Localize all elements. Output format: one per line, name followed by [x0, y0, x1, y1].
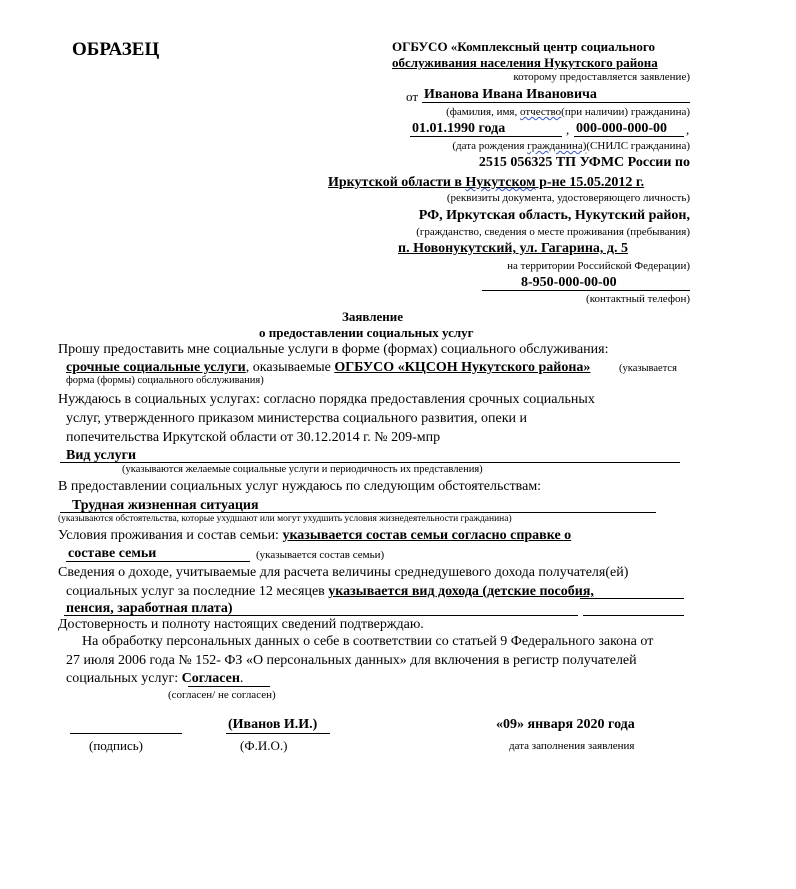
signature-line	[70, 733, 182, 734]
date-caption: дата заполнения заявления	[509, 740, 635, 752]
address-line-1: РФ, Иркутская область, Нукутский район,	[418, 208, 690, 223]
confirmation-text: Достоверность и полноту настоящих сведений подтверждаю.	[58, 617, 424, 632]
phone-caption: (контактный телефон)	[586, 293, 690, 305]
recipient-line-1: ОГБУСО «Комплексный центр социального	[392, 39, 655, 54]
service-form-note-b: форма (формы) социального обслуживания)	[66, 375, 264, 386]
need-text-line-3: попечительства Иркутской области от 30.12.2014 г. № 209-мпр	[66, 430, 441, 445]
consent-text-line-2: 27 июля 2006 года № 152- ФЗ «О персональных данных» для включения в регистр получателей	[66, 653, 637, 668]
service-form-note-a: (указывается	[619, 363, 677, 374]
need-text-line-2: услуг, утвержденного приказом министерства социального развития, опеки и	[66, 411, 527, 426]
recipient-caption: которому предоставляется заявление)	[513, 71, 690, 83]
address-caption-2: на территории Российской Федерации)	[507, 260, 690, 272]
consent-underline	[188, 686, 270, 687]
circumstance-caption: (указываются обстоятельства, которые ухудшают или могут ухудшить условия жизнедеятельности гражданина)	[58, 514, 512, 524]
income-underline-a	[580, 598, 684, 599]
birth-date-underline	[410, 136, 562, 137]
recipient-line-2: обслуживания населения Нукутского района	[392, 55, 658, 70]
birth-caption: (дата рождения гражданина)(СНИЛС гражданина)	[452, 140, 690, 152]
signer-fio: (Иванов И.И.)	[228, 717, 318, 732]
circumstance-value: Трудная жизненная ситуация	[72, 498, 259, 513]
services-caption: (указываются желаемые социальные услуги и периодичность их представления)	[122, 464, 483, 475]
application-date: «09» января 2020 года	[496, 717, 635, 732]
circumstance-underline	[60, 512, 656, 513]
id-doc-line-2: Иркутской области в Нукутском р-не 15.05.2012 г.	[328, 175, 645, 190]
fio-underline	[226, 733, 330, 734]
income-text-line-3: пенсия, заработная плата)	[66, 601, 233, 616]
circumstances-text: В предоставлении социальных услуг нуждаюсь по следующим обстоятельствам:	[58, 479, 542, 494]
from-prefix: от	[406, 89, 419, 104]
snils-underline	[574, 136, 684, 137]
birth-date: 01.01.1990 года	[412, 121, 506, 136]
service-form-line: срочные социальные услуги, оказываемые ОГБУСО «КЦСОН Нукутского района»	[66, 360, 591, 375]
income-text-line-1: Сведения о доходе, учитываемые для расчета величины среднедушевого дохода получателя(ей)	[58, 565, 629, 580]
address-caption: (гражданство, сведения о месте проживания (пребывания)	[416, 226, 690, 238]
comma-separator: ,	[566, 122, 570, 137]
income-underline-b	[64, 615, 578, 616]
id-doc-line-1: 2515 056325 ТП УФМС России по	[478, 155, 690, 170]
sample-label: ОБРАЗЕЦ	[72, 39, 160, 60]
request-text: Прошу предоставить мне социальные услуги в форме (формах) социального обслуживания:	[58, 342, 609, 357]
need-text-line-1: Нуждаюсь в социальных услугах: согласно порядка предоставления срочных социальных	[58, 392, 595, 407]
living-conditions-value-2: составе семьи	[68, 546, 157, 561]
services-value: Вид услуги	[66, 448, 137, 463]
snils-value: 000-000-000-00	[576, 121, 667, 136]
name-underline	[422, 102, 690, 103]
living-conditions-underline	[66, 561, 250, 562]
income-underline-c	[583, 615, 684, 616]
comma-separator-2: ,	[686, 122, 690, 137]
name-caption: (фамилия, имя, отчество(при наличии) гражданина)	[446, 106, 690, 118]
fio-caption: (Ф.И.О.)	[240, 738, 288, 753]
income-text-line-2: социальных услуг за последние 12 месяцев указывается вид дохода (детские пособия,	[66, 584, 594, 599]
services-underline	[60, 462, 680, 463]
living-conditions-caption: (указывается состав семьи)	[256, 549, 385, 561]
phone-value: 8-950-000-00-00	[521, 275, 617, 290]
document-subtitle: о предоставлении социальных услуг	[259, 325, 474, 340]
applicant-name: Иванова Ивана Ивановича	[424, 87, 597, 102]
id-doc-caption: (реквизиты документа, удостоверяющего личность)	[446, 192, 690, 204]
consent-caption: (согласен/ не согласен)	[168, 689, 276, 701]
consent-text-line-3: социальных услуг: Согласен.	[66, 671, 244, 686]
living-conditions-line: Условия проживания и состав семьи: указывается состав семьи согласно справке о	[58, 528, 572, 543]
signature-caption: (подпись)	[89, 738, 143, 753]
document-title: Заявление	[342, 309, 404, 324]
address-line-2: п. Новонукутский, ул. Гагарина, д. 5	[398, 241, 629, 256]
phone-underline	[482, 290, 690, 291]
consent-text-line-1: На обработку персональных данных о себе в соответствии со статьей 9 Федерального закона от	[82, 634, 654, 649]
